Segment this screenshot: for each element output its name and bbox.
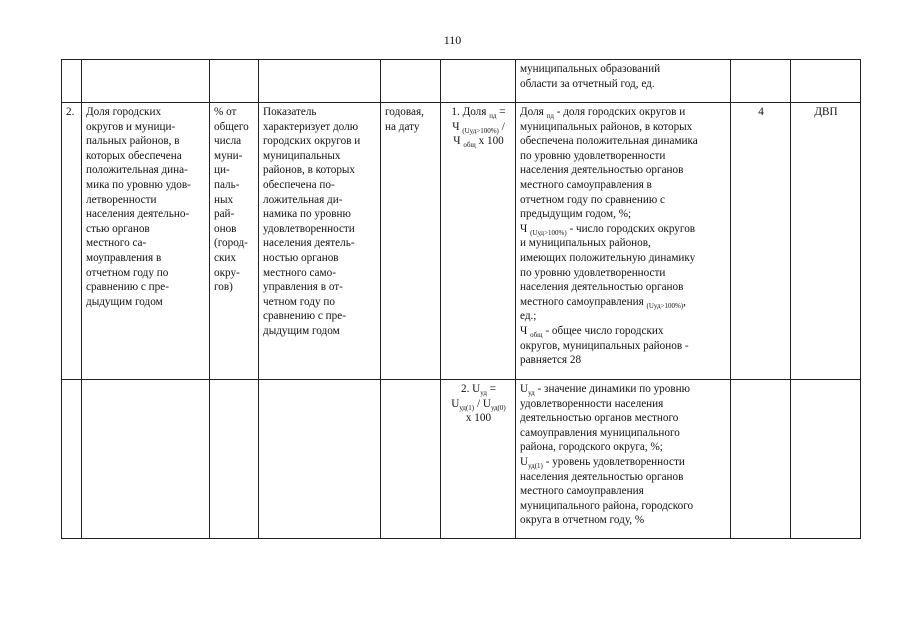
cell-num bbox=[62, 60, 82, 103]
indicator-number: 2. bbox=[66, 106, 75, 118]
cell-periodicity bbox=[381, 380, 441, 539]
responsible-body: ДВП bbox=[814, 106, 838, 118]
cell-unit bbox=[210, 380, 259, 539]
cell-name bbox=[82, 103, 210, 380]
cell-responsible bbox=[791, 103, 861, 380]
cell-name bbox=[82, 380, 210, 539]
cell-num bbox=[62, 380, 82, 539]
cell-formula bbox=[441, 60, 516, 103]
formula-2-description: $U_{уд}$ - значение динамики по уровню удовлетворенности населения деятельностью органов местного самоуправления муниципального района, городского округа, %; $U_{уд(1)}$ - уровень удовлетворенности населения деятельностью органов местного самоуправления муниципального района, городского округа в отчетном году, % bbox=[520, 383, 694, 527]
cell-unit bbox=[210, 103, 259, 380]
page-number: 110 bbox=[443, 33, 462, 47]
cell-formula bbox=[441, 103, 516, 380]
formula-1: 1. Доля $_{пд}$ = Ч $_{(Uуд>100\%)}$ / Ч $_{общ}$ х 100 bbox=[451, 106, 506, 150]
indicator-unit: % от общего числа муни- ци- паль- ных рай- онов (город- ских окру- гов) bbox=[214, 106, 249, 294]
indicator-table bbox=[61, 59, 861, 539]
cell-description bbox=[516, 380, 731, 539]
formula-2: 2. $U_{уд}$ = $U_{уд(1)} / U_{уд(0)}$ х 100 bbox=[451, 383, 506, 425]
cell-name bbox=[82, 60, 210, 103]
description-text: муниципальных образований области за отчетный год, ед. bbox=[520, 63, 661, 90]
cell-characteristic bbox=[259, 103, 381, 380]
cell-unit bbox=[210, 60, 259, 103]
indicator-periodicity: годовая, на дату bbox=[385, 106, 424, 133]
table-row-continuation bbox=[62, 60, 861, 103]
cell-responsible bbox=[791, 60, 861, 103]
formula-1-description: Доля $_{пд}$ - доля городских округов и муниципальных районов, в которых обеспечена положительная динамика по уровню удовлетворенности населения деятельностью органов местного самоуправления в отчетном году по сравнению с предыдущим годом, %; Ч $_{(Uуд>100\%)}$ - число городских округов и муниципальных районов, имеющих положительную динамику по уровню удовлетворенности населения деятельностью органов местного самоуправления $_{(Uуд>100\%)}$, ед.; Ч $_{общ}$ - общее число городских округов, муниципальных районов - равняется 28 bbox=[520, 106, 698, 367]
cell-source bbox=[731, 103, 791, 380]
cell-characteristic bbox=[259, 380, 381, 539]
cell-formula bbox=[441, 380, 516, 539]
cell-source bbox=[731, 60, 791, 103]
cell-periodicity bbox=[381, 103, 441, 380]
cell-characteristic bbox=[259, 60, 381, 103]
cell-source bbox=[731, 380, 791, 539]
cell-num bbox=[62, 103, 82, 380]
indicator-name: Доля городских округов и муници- пальных районов, в которых обеспечена положительная дина- мика по уровню удов- летворенности населения деятельно- стью органов местного са- моуправления в отчетном году по сравнению с пре- дыдущим годом bbox=[86, 106, 191, 308]
cell-description bbox=[516, 60, 731, 103]
table-row-indicator-2-part-2 bbox=[62, 380, 861, 539]
source-number: 4 bbox=[758, 106, 764, 118]
table-row-indicator-2 bbox=[62, 103, 861, 380]
cell-description bbox=[516, 103, 731, 380]
indicator-characteristic: Показатель характеризует долю городских округов и муниципальных районов, в которых обеспечена по- ложительная ди- намика по уровню удовлетворенности населения деятель- ностью органов местного само- управления в от- четном году по сравнению с пре- дыдущим годом bbox=[263, 106, 361, 337]
cell-responsible bbox=[791, 380, 861, 539]
cell-periodicity bbox=[381, 60, 441, 103]
